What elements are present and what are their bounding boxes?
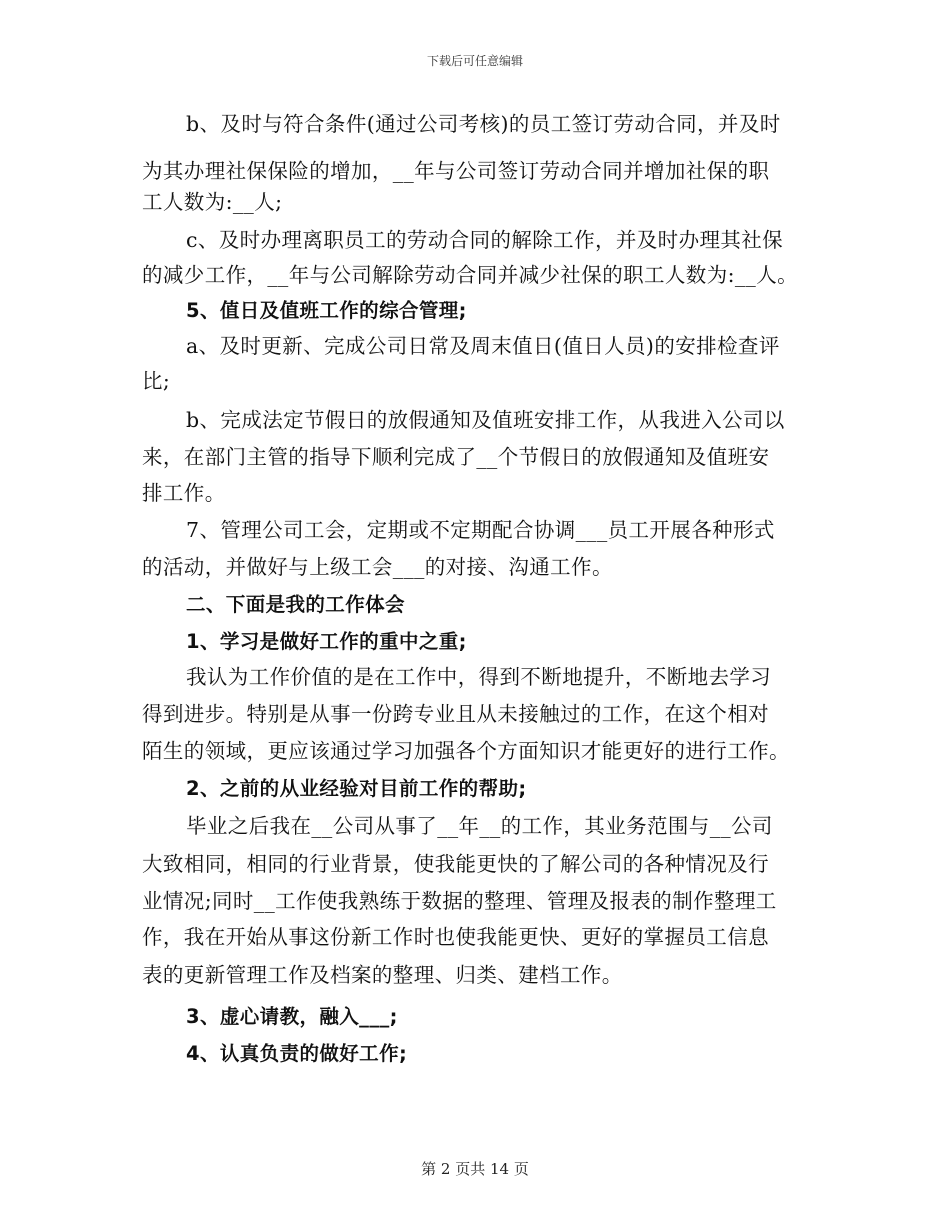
paragraph-line: 大致相同，相同的行业背景，使我能更快的了解公司的各种情况及行 (142, 852, 769, 876)
paragraph-line: 来，在部门主管的指导下顺利完成了__个节假日的放假通知及值班安 (142, 445, 770, 469)
paragraph-line: c、及时办理离职员工的劳动合同的解除工作，并及时办理其社保 (186, 228, 784, 252)
page-footer: 第 2 页共 14 页 (421, 1160, 529, 1178)
paragraph-line: 7、管理公司工会，定期或不定期配合协调___员工开展各种形式 (186, 518, 775, 542)
paragraph-line: 比; (142, 369, 171, 393)
paragraph-line: 得到进步。特别是从事一份跨专业且从未接触过的工作，在这个相对 (142, 702, 769, 726)
paragraph-line: 的减少工作，__年与公司解除劳动合同并减少社保的职工人数为:__人。 (142, 263, 799, 287)
paragraph-line: 表的更新管理工作及档案的整理、归类、建档工作。 (142, 963, 623, 987)
paragraph-line: 我认为工作价值的是在工作中，得到不断地提升，不断地去学习 (186, 665, 772, 689)
paragraph-line: a、及时更新、完成公司日常及周末值日(值日人员)的安排检查评 (186, 334, 780, 358)
section-heading: 4、认真负责的做好工作; (186, 1042, 408, 1065)
paragraph-line: b、及时与符合条件(通过公司考核)的员工签订劳动合同，并及时 (186, 112, 781, 136)
paragraph-line: 为其办理社保保险的增加，__年与公司签订劳动合同并增加社保的职 (142, 159, 770, 183)
paragraph-line: b、完成法定节假日的放假通知及值班安排工作，从我进入公司以 (186, 408, 785, 432)
paragraph-line: 工人数为:__人; (142, 190, 283, 214)
paragraph-line: 业情况;同时__工作使我熟练于数据的整理、管理及报表的制作整理工 (142, 889, 777, 913)
section-heading: 3、虚心请教，融入___; (186, 1005, 398, 1028)
paragraph-line: 毕业之后我在__公司从事了__年__的工作，其业务范围与__公司 (186, 814, 773, 838)
paragraph-line: 排工作。 (142, 481, 226, 505)
paragraph-line: 的活动，并做好与上级工会___的对接、沟通工作。 (142, 555, 613, 579)
section-heading: 2、之前的从业经验对目前工作的帮助; (186, 777, 527, 800)
section-heading: 1、学习是做好工作的重中之重; (186, 630, 467, 653)
paragraph-line: 陌生的领域，更应该通过学习加强各个方面知识才能更好的进行工作。 (142, 739, 790, 763)
page-header: 下载后可任意编辑 (426, 54, 523, 68)
section-heading: 5、值日及值班工作的综合管理; (186, 299, 467, 322)
paragraph-line: 作，我在开始从事这份新工作时也使我能更快、更好的掌握员工信息 (142, 925, 769, 949)
section-heading: 二、下面是我的工作体会 (186, 593, 405, 616)
